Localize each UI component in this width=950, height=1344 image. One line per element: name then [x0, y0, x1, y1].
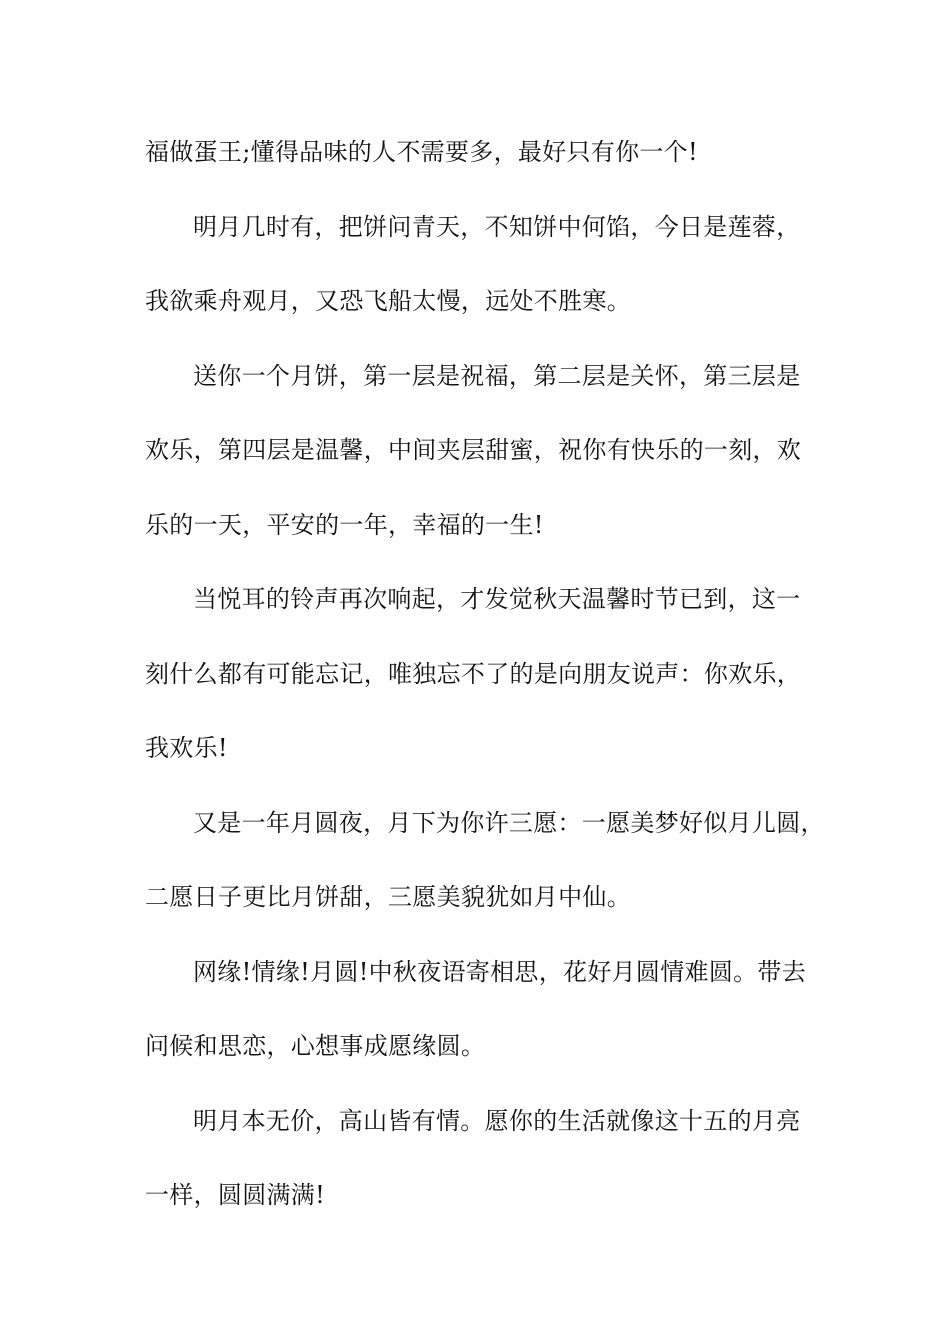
text-line: 刻什么都有可能忘记，唯独忘不了的是向朋友说声：你欢乐，: [145, 659, 802, 688]
text-line: 乐的一天，平安的一年，幸福的一生!: [145, 510, 544, 539]
paragraph-start-line: 又是一年月圆夜，月下为你许三愿：一愿美梦好似月儿圆，: [193, 808, 825, 837]
text-line: 福做蛋王;懂得品味的人不需要多，最好只有你一个!: [145, 138, 698, 166]
text-line: 一样，圆圆满满!: [145, 1181, 326, 1209]
text-line: 问候和思恋，心想事成愿缘圆。: [145, 1032, 486, 1060]
paragraph-start-line: 送你一个月饼，第一层是祝福，第二层是关怀，第三层是: [193, 361, 801, 390]
text-column: [145, 124, 825, 1242]
text-line: 欢乐，第四层是温馨，中间夹层甜蜜，祝你有快乐的一刻，欢: [145, 436, 802, 464]
paragraph-start-line: 当悦耳的铃声再次响起，才发觉秋天温馨时节已到，这一: [193, 585, 801, 613]
text-line: 二愿日子更比月饼甜，三愿美貌犹如月中仙。: [145, 883, 631, 911]
paragraph-start-line: 明月几时有，把饼问青天，不知饼中何馅，今日是莲蓉，: [193, 212, 801, 241]
text-line: 我欲乘舟观月，又恐飞船太慢，远处不胜寒。: [145, 287, 631, 315]
paragraph-start-line: 网缘!情缘!月圆!中秋夜语寄相思，花好月圆情难圆。带去: [193, 957, 807, 986]
paragraph-start-line: 明月本无价，高山皆有情。愿你的生活就像这十五的月亮: [193, 1106, 801, 1135]
text-line: 我欢乐!: [145, 734, 228, 762]
